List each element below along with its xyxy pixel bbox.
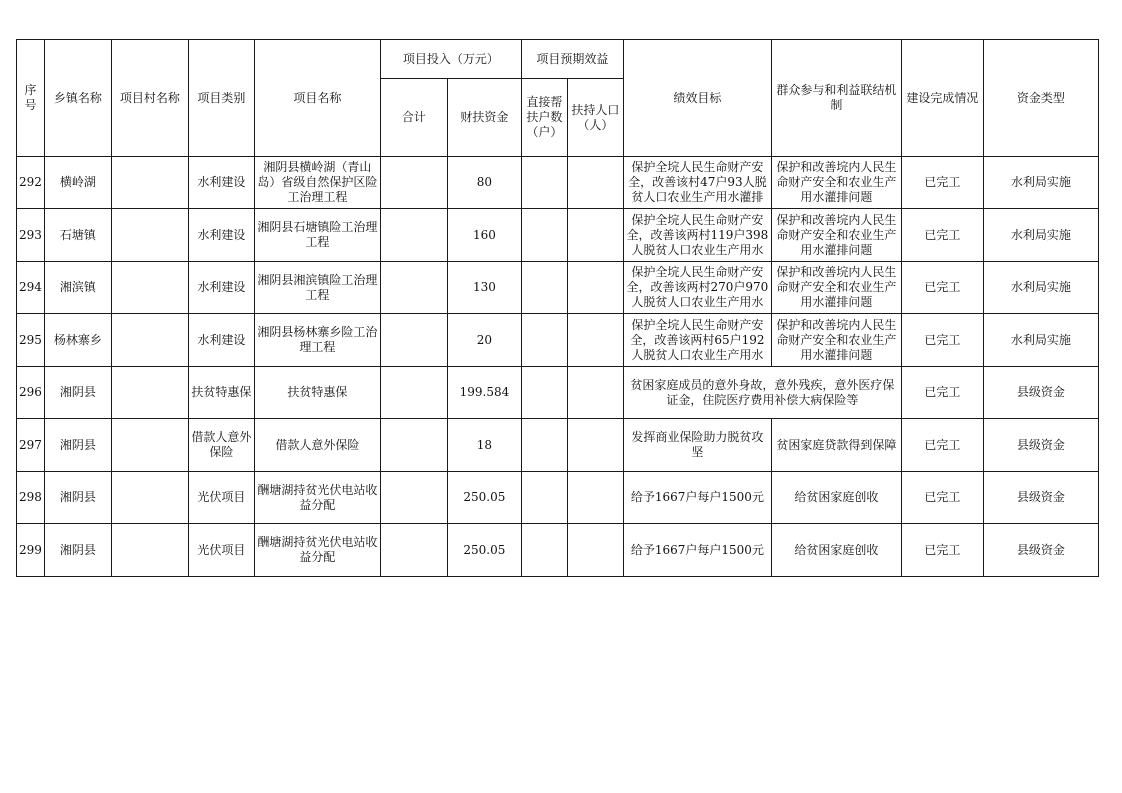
cell-seq: 298	[17, 472, 45, 524]
cell-households	[521, 472, 567, 524]
table-row	[17, 314, 1099, 367]
cell-town: 横岭湖	[44, 157, 111, 209]
cell-total	[380, 419, 447, 472]
cell-status: 已完工	[901, 262, 983, 314]
cell-fund-type: 县级资金	[983, 472, 1098, 524]
cell-town: 石塘镇	[44, 209, 111, 262]
cell-households	[521, 524, 567, 577]
cell-goal: 给予1667户每户1500元	[623, 524, 771, 577]
cell-mechanism: 保护和改善垸内人民生命财产安全和农业生产用水灌排问题	[771, 157, 901, 209]
cell-seq: 295	[17, 314, 45, 367]
cell-village	[111, 419, 188, 472]
cell-village	[111, 314, 188, 367]
cell-people	[567, 209, 623, 262]
table-row	[17, 262, 1099, 314]
cell-name: 湘阴县横岭湖（青山岛）省级自然保护区险工治理工程	[254, 157, 380, 209]
cell-category: 光伏项目	[188, 472, 254, 524]
cell-fund: 250.05	[447, 472, 521, 524]
header-village: 项目村名称	[111, 40, 188, 157]
cell-status: 已完工	[901, 419, 983, 472]
cell-category: 水利建设	[188, 262, 254, 314]
cell-town: 湘阴县	[44, 524, 111, 577]
header-total: 合计	[380, 79, 447, 157]
cell-status: 已完工	[901, 209, 983, 262]
header-fund: 财扶资金	[447, 79, 521, 157]
cell-seq: 297	[17, 419, 45, 472]
cell-fund: 80	[447, 157, 521, 209]
cell-mechanism: 贫困家庭贷款得到保障	[771, 419, 901, 472]
cell-seq: 299	[17, 524, 45, 577]
cell-category: 借款人意外保险	[188, 419, 254, 472]
cell-category: 光伏项目	[188, 524, 254, 577]
table-row	[17, 157, 1099, 209]
cell-people	[567, 472, 623, 524]
cell-status: 已完工	[901, 314, 983, 367]
cell-fund-type: 水利局实施	[983, 157, 1098, 209]
cell-mechanism: 保护和改善垸内人民生命财产安全和农业生产用水灌排问题	[771, 209, 901, 262]
cell-goal: 保护全垸人民生命财产安全，改善该村47户93人脱贫人口农业生产用水灌排	[628, 160, 767, 204]
cell-total	[380, 524, 447, 577]
cell-name: 借款人意外保险	[254, 419, 380, 472]
cell-village	[111, 524, 188, 577]
cell-households	[521, 367, 567, 419]
cell-village	[111, 209, 188, 262]
cell-people	[567, 157, 623, 209]
cell-category: 水利建设	[188, 209, 254, 262]
cell-name: 湘阴县杨林寨乡险工治理工程	[254, 314, 380, 367]
table-row	[17, 472, 1099, 524]
cell-total	[380, 314, 447, 367]
cell-mechanism: 保护和改善垸内人民生命财产安全和农业生产用水灌排问题	[771, 262, 901, 314]
cell-households	[521, 209, 567, 262]
header-category: 项目类别	[188, 40, 254, 157]
table-row	[17, 367, 1099, 419]
cell-seq: 294	[17, 262, 45, 314]
header-fund-type: 资金类型	[983, 40, 1098, 157]
cell-goal: 给予1667户每户1500元	[623, 472, 771, 524]
cell-fund: 250.05	[447, 524, 521, 577]
cell-goal: 发挥商业保险助力脱贫攻坚	[623, 419, 771, 472]
header-people: 扶持人口（人）	[567, 79, 623, 157]
header-investment: 项目投入（万元）	[380, 40, 521, 79]
cell-name: 扶贫特惠保	[254, 367, 380, 419]
cell-fund-type: 县级资金	[983, 367, 1098, 419]
cell-people	[567, 314, 623, 367]
cell-fund-type: 县级资金	[983, 419, 1098, 472]
cell-name: 湘阴县湘滨镇险工治理工程	[254, 262, 380, 314]
cell-town: 湘阴县	[44, 419, 111, 472]
cell-fund-type: 水利局实施	[983, 209, 1098, 262]
cell-village	[111, 472, 188, 524]
cell-households	[521, 262, 567, 314]
cell-households	[521, 419, 567, 472]
cell-fund: 160	[447, 209, 521, 262]
cell-fund: 130	[447, 262, 521, 314]
cell-households	[521, 157, 567, 209]
cell-seq: 292	[17, 157, 45, 209]
cell-fund-type: 县级资金	[983, 524, 1098, 577]
cell-total	[380, 157, 447, 209]
cell-goal: 保护全垸人民生命财产安全，改善该两村119户398人脱贫人口农业生产用水	[626, 212, 769, 257]
table-row	[17, 419, 1099, 472]
cell-category: 扶贫特惠保	[188, 367, 254, 419]
cell-village	[111, 367, 188, 419]
cell-seq: 296	[17, 367, 45, 419]
cell-goal: 保护全垸人民生命财产安全，改善该两村65户192人脱贫人口农业生产用水	[630, 317, 765, 362]
table-row	[17, 209, 1099, 262]
cell-fund-type: 水利局实施	[983, 262, 1098, 314]
cell-fund: 18	[447, 419, 521, 472]
cell-fund: 20	[447, 314, 521, 367]
cell-name: 酬塘湖持贫光伏电站收益分配	[254, 524, 380, 577]
cell-total	[380, 209, 447, 262]
project-table	[16, 39, 1099, 577]
cell-name: 湘阴县石塘镇险工治理工程	[254, 209, 380, 262]
cell-village	[111, 262, 188, 314]
cell-status: 已完工	[901, 472, 983, 524]
cell-fund: 199.584	[447, 367, 521, 419]
header-name: 项目名称	[254, 40, 380, 157]
cell-status: 已完工	[901, 367, 983, 419]
cell-mechanism: 给贫困家庭创收	[771, 472, 901, 524]
cell-total	[380, 367, 447, 419]
header-town: 乡镇名称	[44, 40, 111, 157]
cell-total	[380, 472, 447, 524]
cell-name: 酬塘湖持贫光伏电站收益分配	[254, 472, 380, 524]
cell-goal: 贫困家庭成员的意外身故，意外残疾，意外医疗保证金，住院医疗费用补偿大病保险等	[623, 367, 901, 419]
cell-town: 湘阴县	[44, 472, 111, 524]
cell-households	[521, 314, 567, 367]
cell-goal: 保护全垸人民生命财产安全，改善该两村270户970人脱贫人口农业生产用水	[626, 265, 769, 309]
header-goal: 绩效目标	[623, 40, 771, 157]
cell-mechanism: 保护和改善垸内人民生命财产安全和农业生产用水灌排问题	[771, 314, 901, 367]
cell-total	[380, 262, 447, 314]
cell-status: 已完工	[901, 157, 983, 209]
cell-fund-type: 水利局实施	[983, 314, 1098, 367]
header-mechanism: 群众参与和利益联结机制	[771, 40, 901, 157]
header-households: 直接帮扶户数（户）	[521, 79, 567, 157]
cell-town: 湘滨镇	[44, 262, 111, 314]
cell-town: 杨林寨乡	[44, 314, 111, 367]
cell-people	[567, 419, 623, 472]
header-benefit: 项目预期效益	[521, 40, 623, 79]
cell-seq: 293	[17, 209, 45, 262]
cell-category: 水利建设	[188, 314, 254, 367]
cell-status: 已完工	[901, 524, 983, 577]
table-row	[17, 524, 1099, 577]
header-status: 建设完成情况	[901, 40, 983, 157]
cell-town: 湘阴县	[44, 367, 111, 419]
cell-category: 水利建设	[188, 157, 254, 209]
cell-village	[111, 157, 188, 209]
cell-people	[567, 367, 623, 419]
cell-people	[567, 524, 623, 577]
cell-mechanism: 给贫困家庭创收	[771, 524, 901, 577]
header-seq: 序号	[17, 40, 45, 157]
cell-people	[567, 262, 623, 314]
